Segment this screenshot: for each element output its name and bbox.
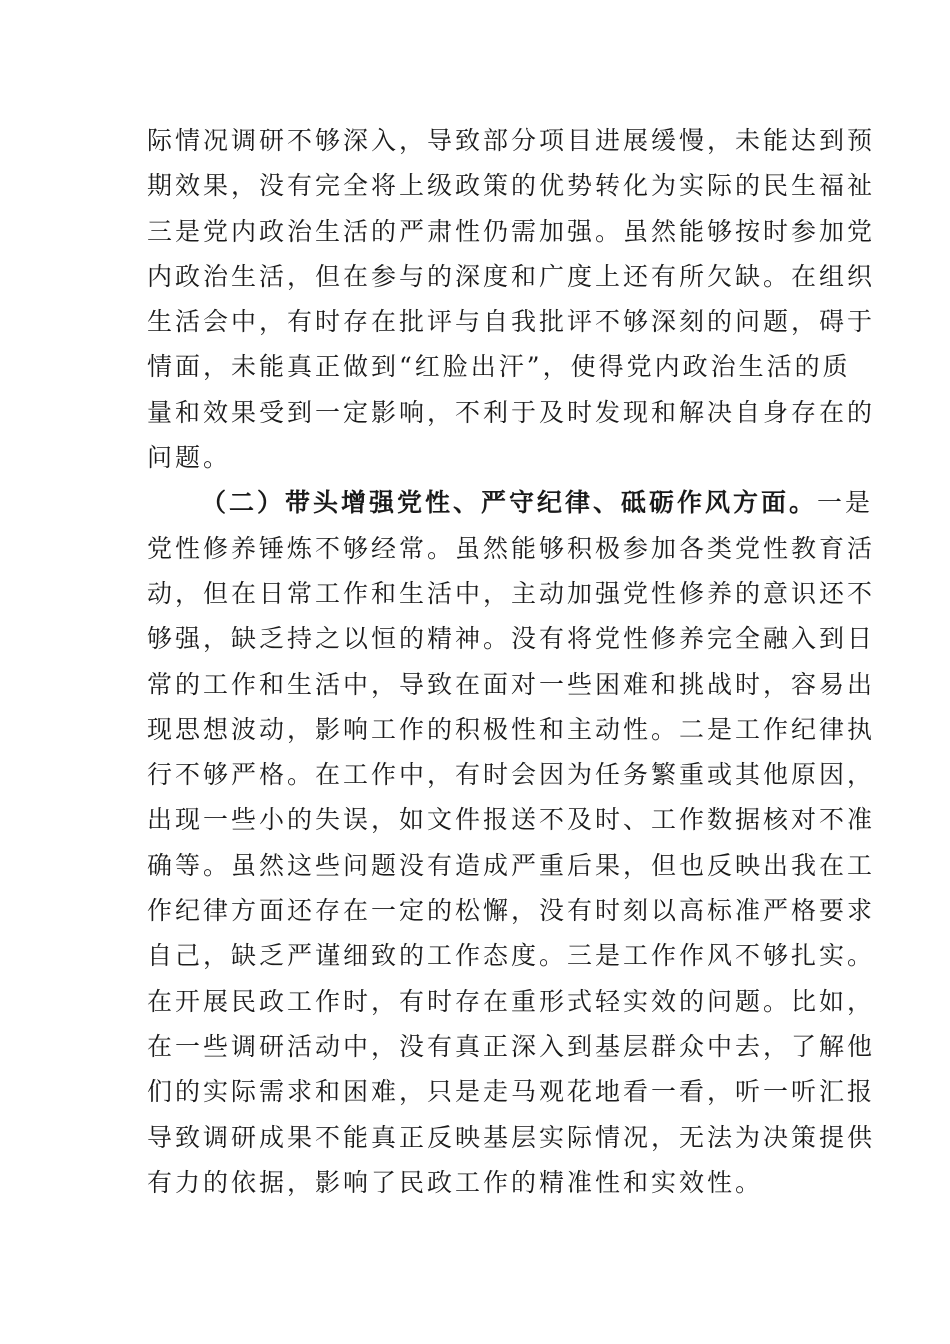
text-line: 出现一些小的失误，如文件报送不及时、工作数据核对不准 (147, 805, 876, 835)
text-line: 自己，缺乏严谨细致的工作态度。三是工作作风不够扎实。 (147, 941, 876, 971)
text-line: 内政治生活，但在参与的深度和广度上还有所欠缺。在组织 (147, 261, 876, 291)
paragraph-2 (147, 480, 876, 1205)
text-line: 在一些调研活动中，没有真正深入到基层群众中去，了解他 (147, 1031, 876, 1061)
text-line: 确等。虽然这些问题没有造成严重后果，但也反映出我在工 (147, 850, 876, 880)
text-line: 常的工作和生活中，导致在面对一些困难和挑战时，容易出 (147, 669, 876, 699)
text-line: 导致调研成果不能真正反映基层实际情况，无法为决策提供 (147, 1122, 876, 1152)
text-line: 期效果，没有完全将上级政策的优势转化为实际的民生福祉 (147, 171, 876, 201)
text-line: 情面，未能真正做到“红脸出汗”，使得党内政治生活的质 (147, 352, 851, 382)
text-line: 行不够严格。在工作中，有时会因为任务繁重或其他原因， (147, 760, 876, 790)
document-body (147, 118, 876, 1205)
text-line: 有力的依据，影响了民政工作的精准性和实效性。 (147, 1167, 764, 1197)
text-line: 够强，缺乏持之以恒的精神。没有将党性修养完全融入到日 (147, 624, 876, 654)
paragraph-1 (147, 118, 876, 480)
text-line: 动，但在日常工作和生活中，主动加强党性修养的意识还不 (147, 578, 876, 608)
section-heading: （二）带头增强党性、严守纪律、砥砺作风方面。 (201, 488, 818, 518)
text-line: 生活会中，有时存在批评与自我批评不够深刻的问题，碍于 (147, 307, 876, 337)
text-line: 三是党内政治生活的严肃性仍需加强。虽然能够按时参加党 (147, 216, 876, 246)
text-line: 现思想波动，影响工作的积极性和主动性。二是工作纪律执 (147, 714, 876, 744)
text-line: 在开展民政工作时，有时存在重形式轻实效的问题。比如， (147, 986, 876, 1016)
text-line: 量和效果受到一定影响，不利于及时发现和解决自身存在的 (147, 397, 876, 427)
text-line: 问题。 (147, 443, 232, 473)
text-run: 一是 (817, 488, 874, 518)
text-line: 党性修养锤炼不够经常。虽然能够积极参加各类党性教育活 (147, 533, 876, 563)
text-line: 们的实际需求和困难，只是走马观花地看一看，听一听汇报 (147, 1077, 876, 1107)
text-line: 作纪律方面还存在一定的松懈，没有时刻以高标准严格要求 (147, 896, 876, 926)
section-heading-line (147, 480, 874, 525)
text-line: 际情况调研不够深入，导致部分项目进展缓慢，未能达到预 (147, 126, 876, 155)
